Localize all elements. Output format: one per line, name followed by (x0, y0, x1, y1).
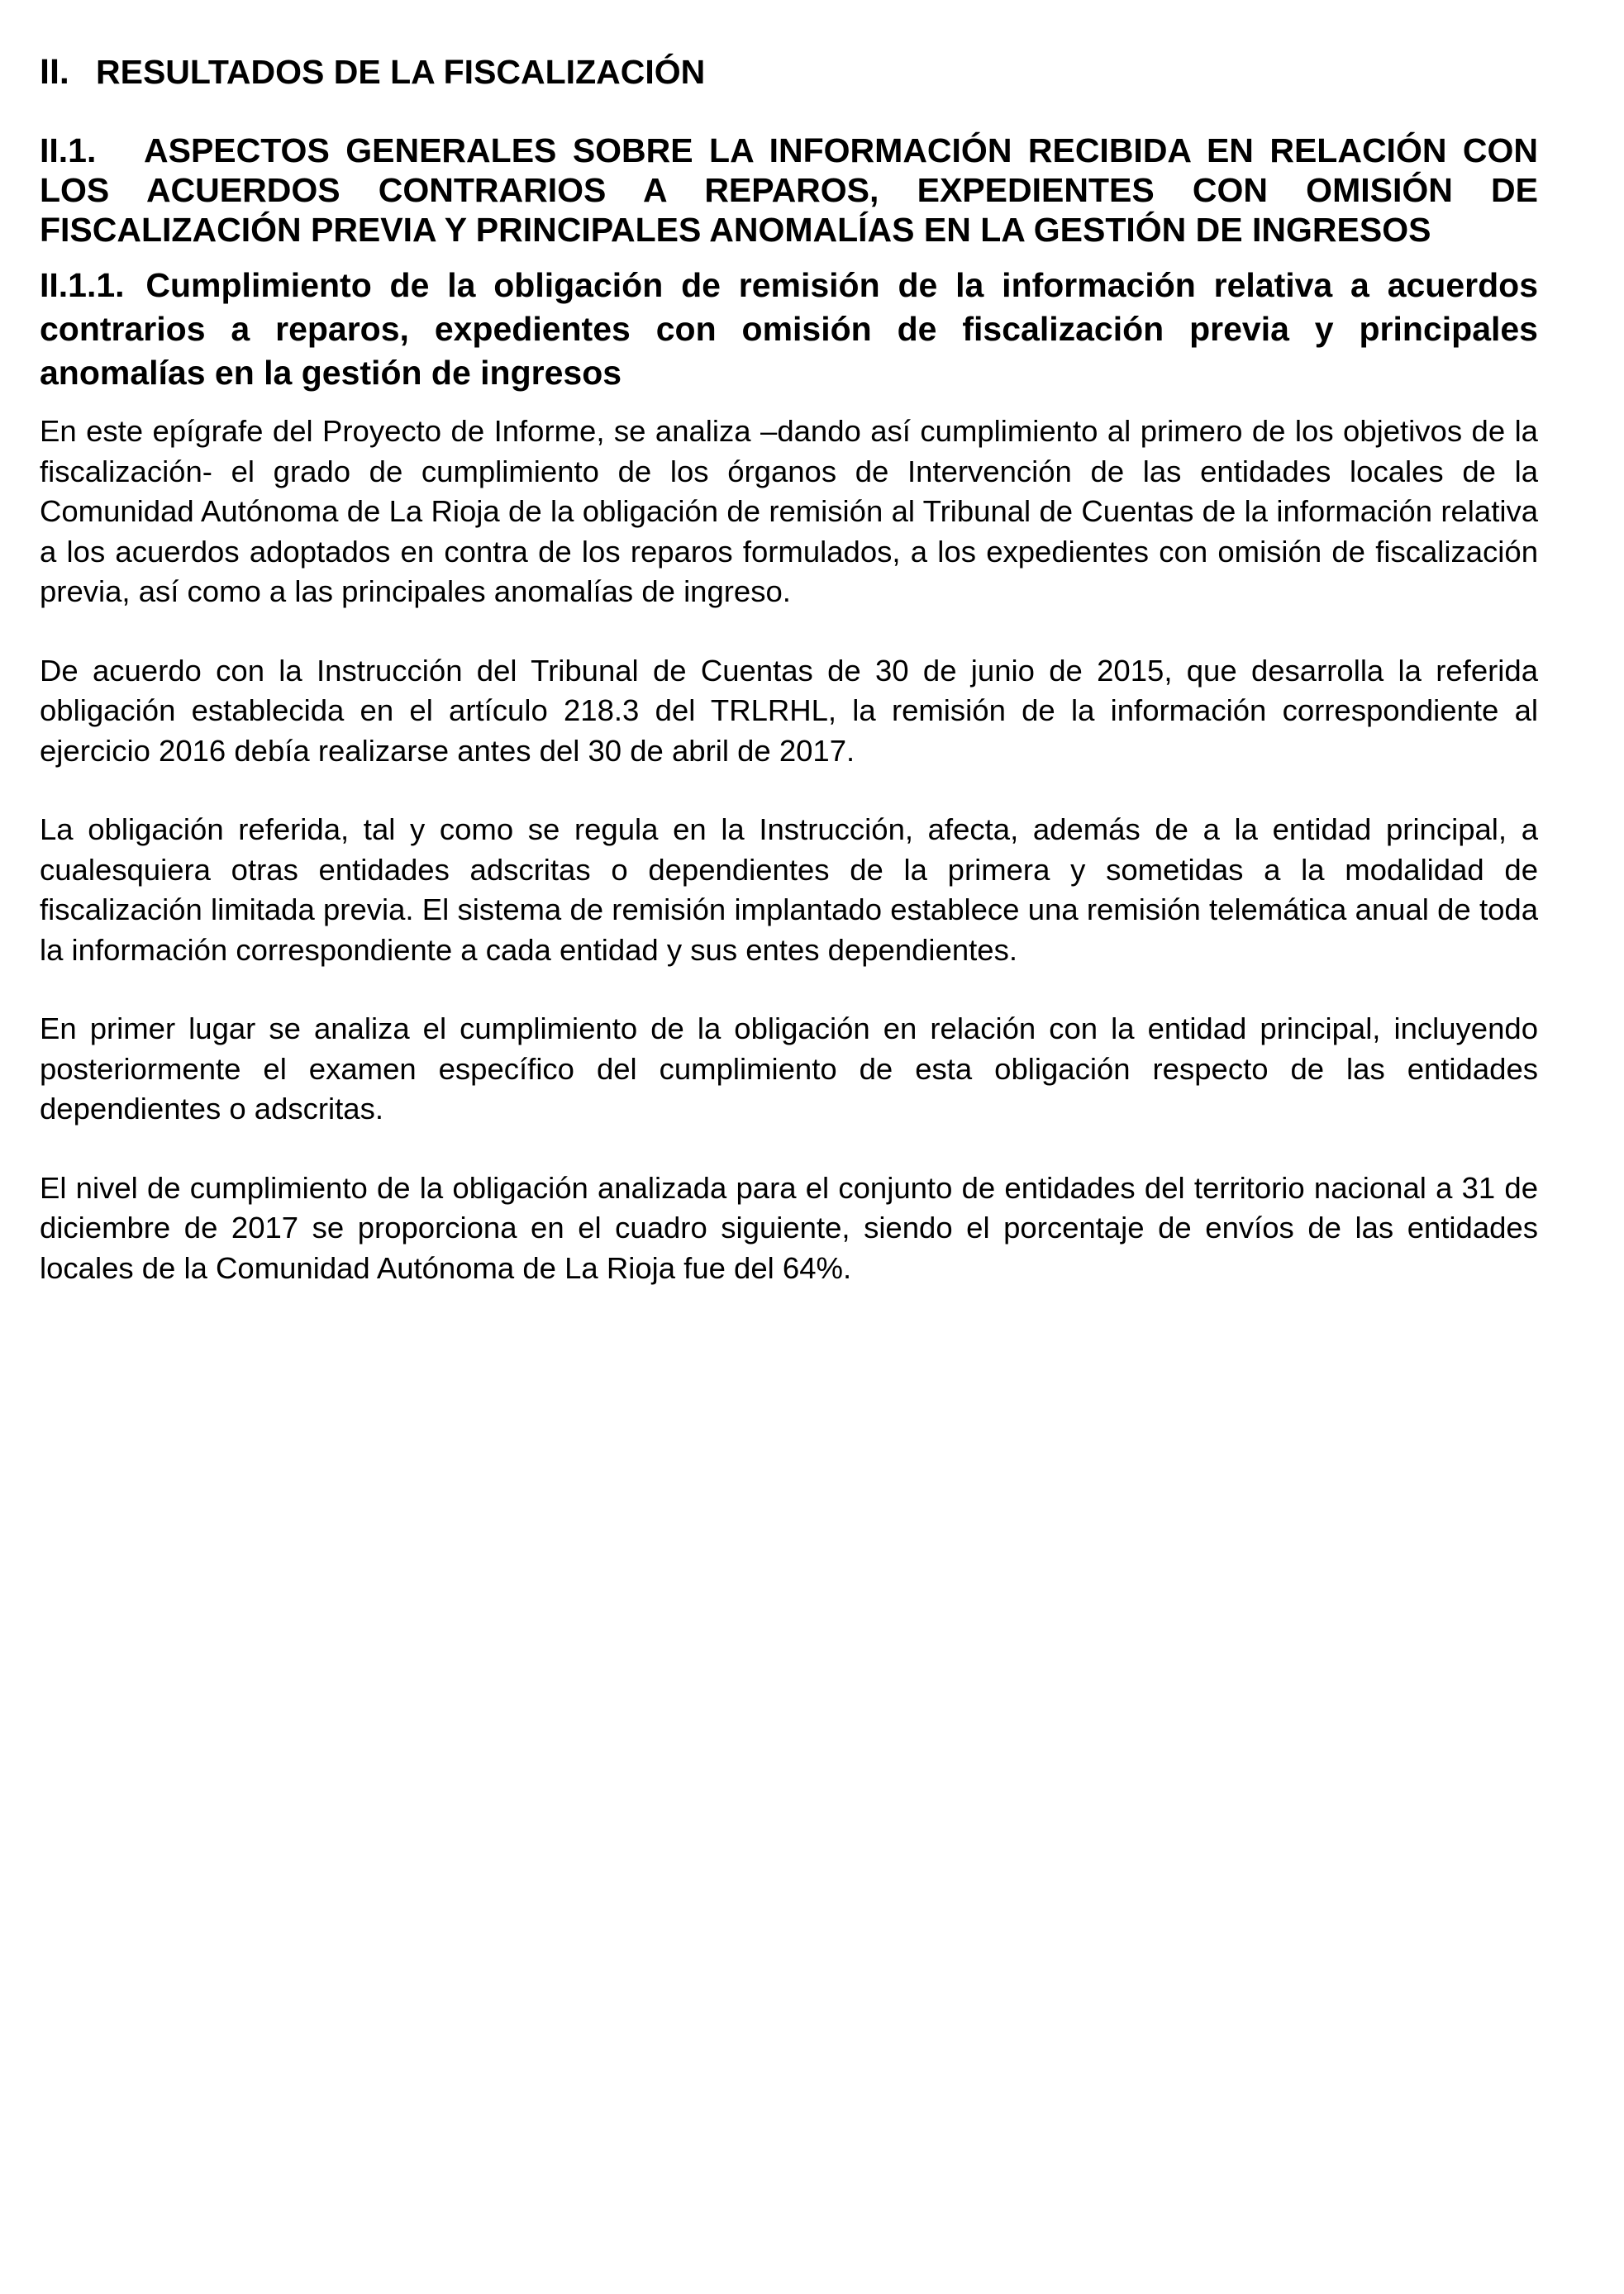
section-heading (40, 51, 1538, 93)
subsubsection-number: II.1.1. (40, 266, 125, 304)
subsubsection-title: Cumplimiento de la obligación de remisión de la información relativa a acuerdos contrarios a reparos, expedientes con omisión de fiscalización previa y principales anomalías en la gestión de ingresos (40, 266, 1538, 392)
body-paragraph: La obligación referida, tal y como se regula en la Instrucción, afecta, además de a la entidad principal, a cualesquiera otras entidades adscritas o dependientes de la primera y sometidas a la modalidad de fiscalización limitada previa. El sistema de remisión implantado establece una remisión telemática anual de toda la información correspondiente a cada entidad y sus entes dependientes. (40, 812, 1538, 967)
subsection-title: ASPECTOS GENERALES SOBRE LA INFORMACIÓN RECIBIDA EN RELACIÓN CON LOS ACUERDOS CONTRARIOS A REPAROS, EXPEDIENTES CON OMISIÓN DE FISCALIZACIÓN PREVIA Y PRINCIPALES ANOMALÍAS EN LA GESTIÓN DE INGRESOS (40, 131, 1538, 249)
document-body (40, 51, 1538, 1327)
section-number: II. (40, 52, 69, 92)
body-paragraph: El nivel de cumplimiento de la obligación analizada para el conjunto de entidades del territorio nacional a 31 de diciembre de 2017 se proporciona en el cuadro siguiente, siendo el porcentaje de envíos de las entidades locales de la Comunidad Autónoma de La Rioja fue del 64%. (40, 1170, 1538, 1285)
body-paragraph: De acuerdo con la Instrucción del Tribunal de Cuentas de 30 de junio de 2015, que desarrolla la referida obligación establecida en el artículo 218.3 del TRLRHL, la remisión de la información correspondiente al ejercicio 2016 debía realizarse antes del 30 de abril de 2017. (40, 653, 1538, 768)
subsection-number: II.1. (40, 131, 97, 169)
subsection-heading (40, 131, 1538, 250)
body-paragraph: En primer lugar se analiza el cumplimiento de la obligación en relación con la entidad principal, incluyendo posteriormente el examen específico del cumplimiento de esta obligación respecto de las entidades dependientes o adscritas. (40, 1011, 1538, 1126)
body-paragraph: En este epígrafe del Proyecto de Informe, se analiza –dando así cumplimiento al primero de los objetivos de la fiscalización- el grado de cumplimiento de los órganos de Intervención de las entidades locales de la Comunidad Autónoma de La Rioja de la obligación de remisión al Tribunal de Cuentas de la información relativa a los acuerdos adoptados en contra de los reparos formulados, a los expedientes con omisión de fiscalización previa, así como a las principales anomalías de ingreso. (40, 414, 1538, 608)
subsubsection-heading (40, 264, 1538, 395)
section-title: RESULTADOS DE LA FISCALIZACIÓN (96, 53, 706, 91)
